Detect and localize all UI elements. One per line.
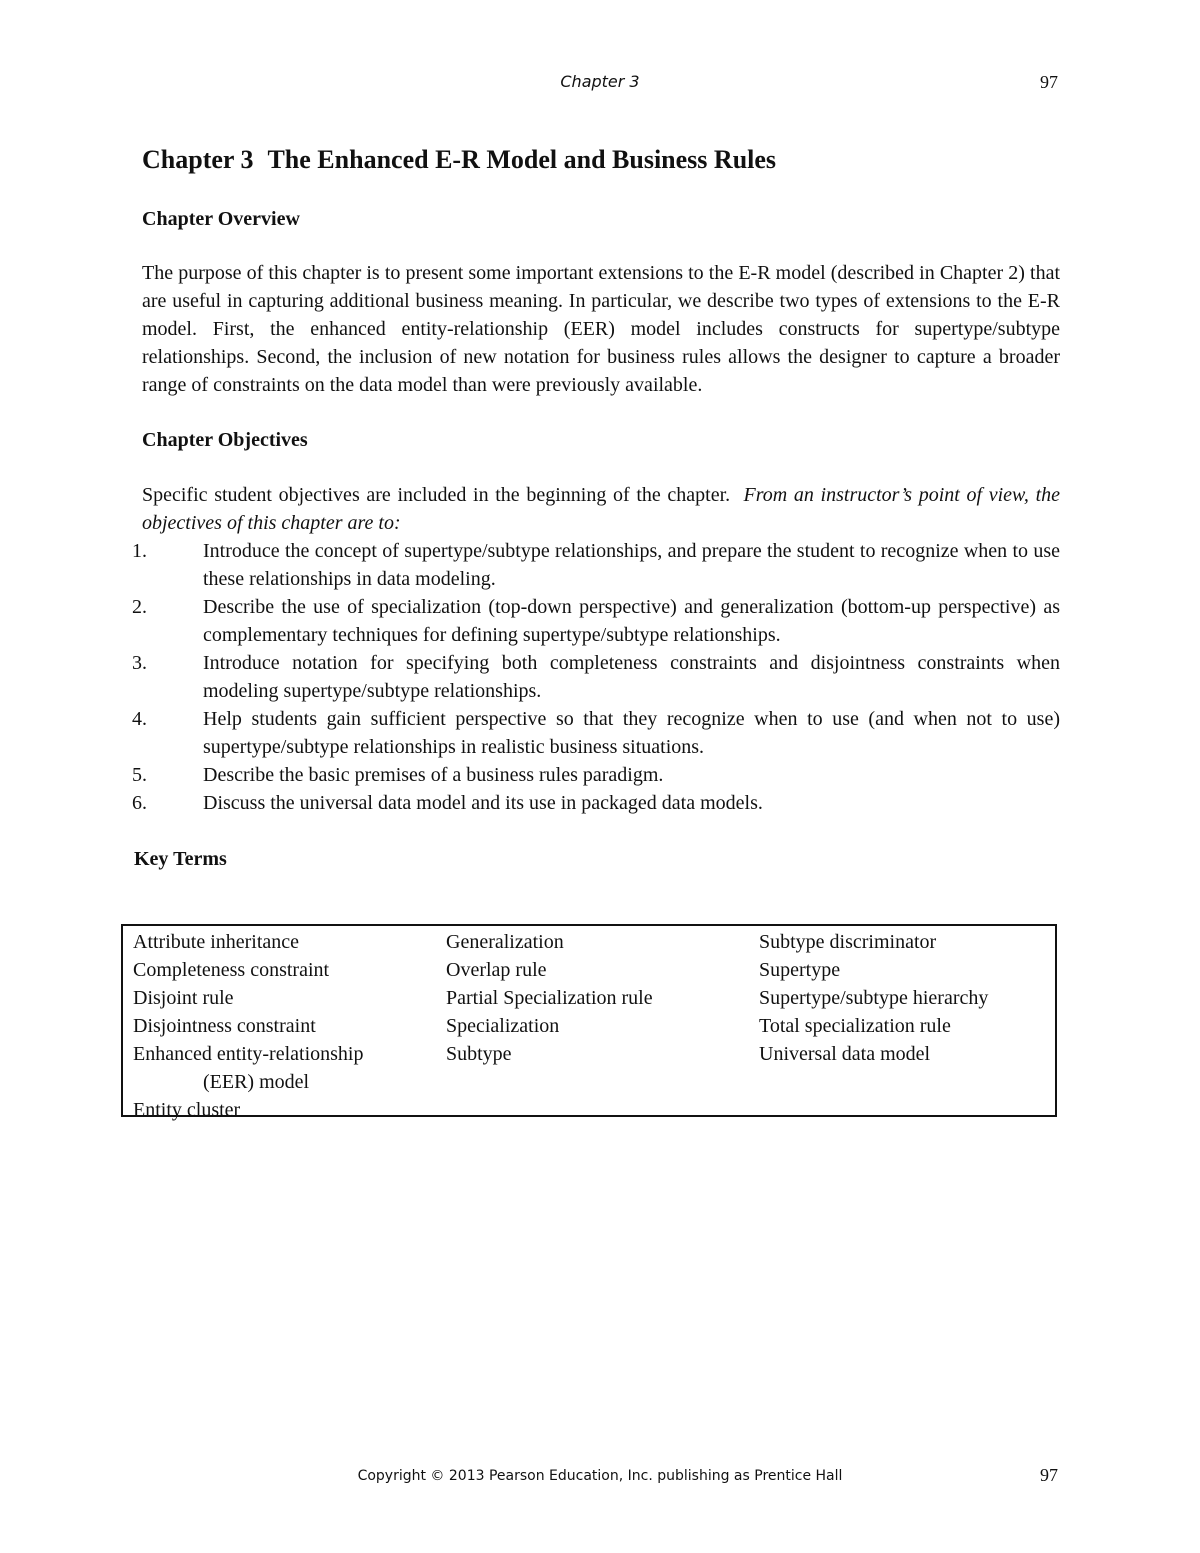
objective-text: Introduce notation for specifying both completeness constraints and disjointness constraints when modeling supertype/subtype relationships. xyxy=(203,652,1060,702)
objective-item xyxy=(132,705,1060,761)
page-footer xyxy=(0,1465,1200,1489)
header-page-number: 97 xyxy=(1040,72,1058,92)
key-term: (EER) model xyxy=(203,1071,310,1093)
key-terms-column-3 xyxy=(759,928,988,1068)
header-chapter-label: Chapter 3 xyxy=(560,72,640,91)
objective-text: Introduce the concept of supertype/subtype relationships, and prepare the student to recognize when to use these relationships in data modeling. xyxy=(203,540,1060,590)
objective-number: 5. xyxy=(132,764,147,786)
key-term: Entity cluster xyxy=(133,1099,241,1121)
key-term: Disjointness constraint xyxy=(133,1015,316,1037)
key-term: Subtype discriminator xyxy=(759,931,937,953)
objective-number: 6. xyxy=(132,792,147,814)
objective-item xyxy=(132,649,1060,705)
objective-text: Help students gain sufficient perspective so that they recognize when to use (and when not to use) supertype/subtype relationships in realistic business situations. xyxy=(203,708,1060,758)
overview-paragraph: The purpose of this chapter is to present some important extensions to the E-R model (described in Chapter 2) that are useful in capturing additional business meaning. In particular, we describe two types of extensions to the E-R model. First, the enhanced entity-relationship (EER) model includes constructs for supertype/subtype relationships. Second, the inclusion of new notation for business rules allows the designer to capture a broader range of constraints on the data model than were previously available. xyxy=(142,262,1060,396)
key-terms-column-1 xyxy=(133,928,363,1124)
key-term: Overlap rule xyxy=(446,959,547,981)
key-term: Total specialization rule xyxy=(759,1015,951,1037)
objective-number: 2. xyxy=(132,596,147,618)
objective-item xyxy=(132,537,1060,593)
objective-item xyxy=(132,761,1060,789)
objectives-heading: Chapter Objectives xyxy=(142,429,308,451)
key-terms-heading: Key Terms xyxy=(134,848,227,870)
objective-number: 3. xyxy=(132,652,147,674)
key-term: Universal data model xyxy=(759,1043,931,1065)
key-term: Attribute inheritance xyxy=(133,931,300,953)
objectives-intro-italic: From an instructor’s point of view, the objectives of this chapter are to: xyxy=(142,484,1061,534)
objective-item xyxy=(132,789,1060,817)
running-header xyxy=(0,72,1200,96)
key-term: Partial Specialization rule xyxy=(446,987,653,1009)
key-terms-table xyxy=(121,924,1057,1121)
objective-number: 4. xyxy=(132,708,147,730)
objective-text: Discuss the universal data model and its use in packaged data models. xyxy=(203,792,763,814)
chapter-number: Chapter 3 xyxy=(142,145,254,174)
key-term: Enhanced entity-relationship xyxy=(133,1043,364,1065)
overview-heading: Chapter Overview xyxy=(142,208,300,230)
main-content xyxy=(132,143,1061,872)
chapter-title xyxy=(142,143,1060,177)
chapter-title-text: The Enhanced E-R Model and Business Rules xyxy=(267,145,777,174)
objective-text: Describe the use of specialization (top-down perspective) and generalization (bottom-up perspective) as complementary techniques for defining supertype/subtype relationships. xyxy=(203,596,1060,646)
key-terms-column-2 xyxy=(446,928,653,1068)
copyright-notice: Copyright © 2013 Pearson Education, Inc. publishing as Prentice Hall xyxy=(357,1468,843,1484)
key-term: Supertype xyxy=(759,959,841,981)
key-term: Specialization xyxy=(446,1015,560,1037)
key-term: Supertype/subtype hierarchy xyxy=(759,987,989,1009)
key-term: Subtype xyxy=(446,1043,512,1065)
objective-item xyxy=(132,593,1060,649)
objective-number: 1. xyxy=(132,540,147,562)
key-term: Disjoint rule xyxy=(133,987,234,1009)
key-term: Completeness constraint xyxy=(133,959,330,981)
objective-text: Describe the basic premises of a business rules paradigm. xyxy=(203,764,664,786)
objectives-intro-text: Specific student objectives are included in the beginning of the chapter. xyxy=(142,484,731,506)
objectives-list xyxy=(132,537,1060,817)
key-term: Generalization xyxy=(446,931,564,953)
footer-page-number: 97 xyxy=(1040,1465,1058,1485)
objectives-intro xyxy=(142,481,1060,537)
